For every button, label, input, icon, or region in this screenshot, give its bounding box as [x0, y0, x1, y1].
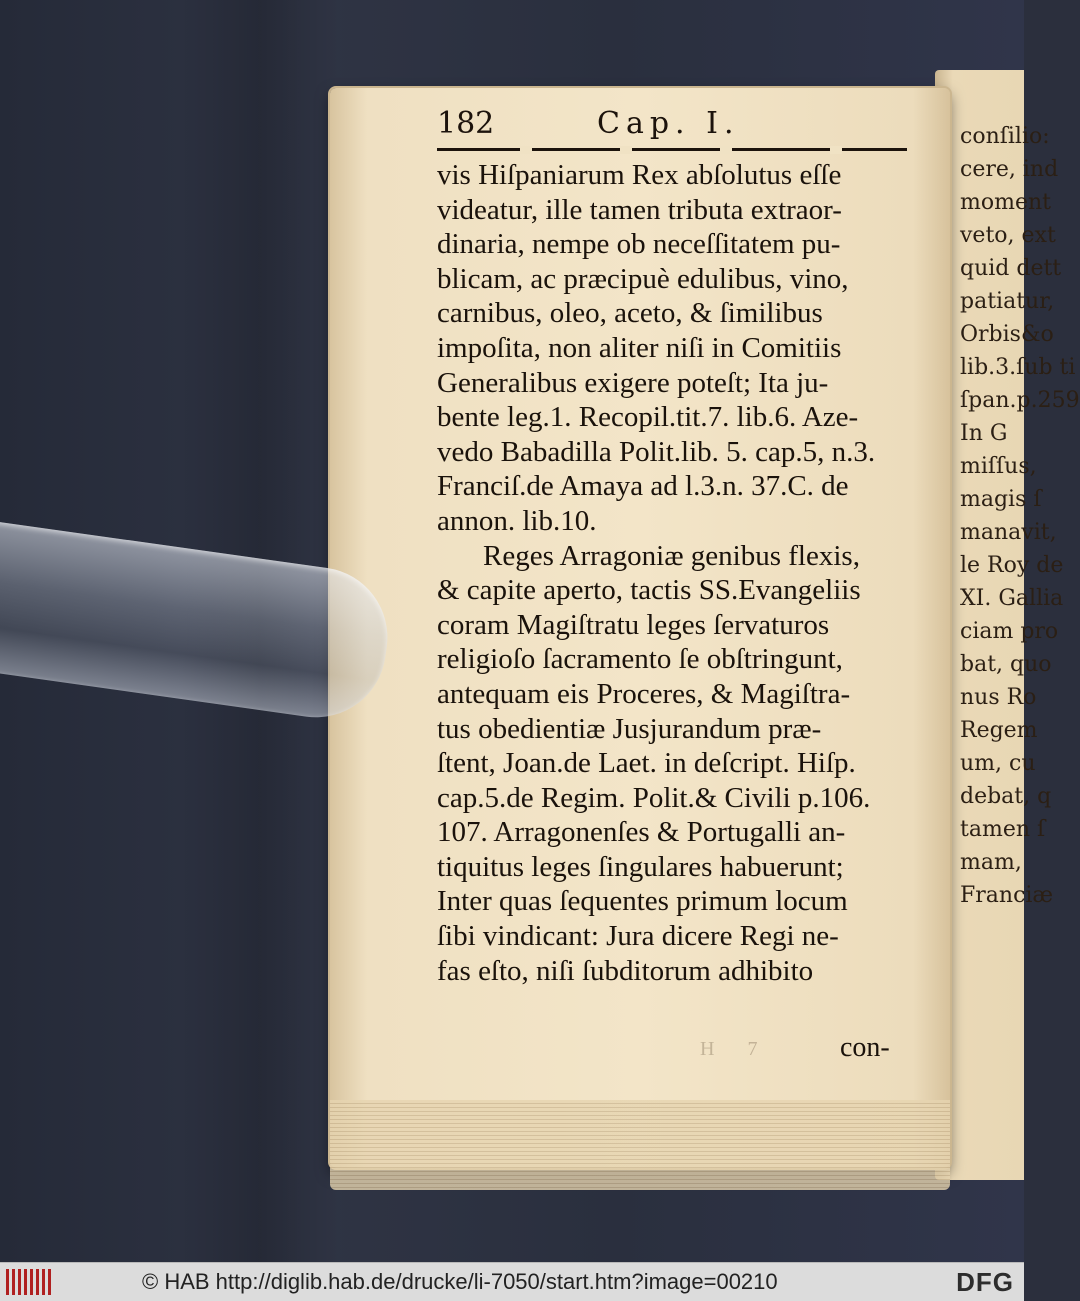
- rule-gap: [720, 146, 732, 154]
- facing-text-line: veto, ext: [960, 223, 1056, 248]
- facing-text-line: nus Ro: [960, 685, 1037, 710]
- text-line: Franciſ.de Amaya ad l.3.n. 37.C. de: [437, 470, 849, 503]
- copyright-link[interactable]: © HAB http://diglib.hab.de/drucke/li-7050/start.htm?image=00210: [142, 1269, 778, 1294]
- facing-text-line: Franciæ: [960, 883, 1054, 908]
- facing-text-line: le Roy de: [960, 553, 1064, 578]
- facing-text-line: In G: [960, 421, 1008, 446]
- text-line: tiquitus leges ſingulares habuerunt;: [437, 850, 844, 883]
- facing-text-line: debat, q: [960, 784, 1052, 809]
- facing-text-line: Regem: [960, 718, 1038, 743]
- facing-text-line: moment: [960, 190, 1051, 215]
- rule-gap: [620, 146, 632, 154]
- text-line: fas eſto, niſi ſubditorum adhibito: [437, 954, 814, 987]
- text-line: Inter quas ſequentes primum locum: [437, 885, 848, 918]
- text-line: cap.5.de Regim. Polit.& Civili p.106.: [437, 781, 871, 814]
- text-line: Reges Arragoniæ genibus flexis,: [483, 539, 860, 572]
- text-line: & capite aperto, tactis SS.Evangeliis: [437, 574, 861, 607]
- hab-logo-icon: [6, 1269, 50, 1295]
- facing-text-line: ſpan.p.259: [960, 388, 1080, 413]
- chapter-heading: Cap. I.: [597, 106, 740, 141]
- page-edge: [330, 1100, 950, 1190]
- text-line: ſibi vindicant: Jura dicere Regi ne-: [437, 920, 839, 953]
- facing-text-line: cere, ind: [960, 157, 1059, 182]
- facing-text-line: Orbis&o: [960, 322, 1054, 347]
- text-line: bente leg.1. Recopil.tit.7. lib.6. Aze-: [437, 401, 859, 434]
- dfg-logo: DFG: [956, 1267, 1014, 1297]
- facing-text-line: lib.3.ſub ti: [960, 355, 1076, 380]
- facing-text-line: manavit,: [960, 520, 1057, 545]
- text-line: dinaria, nempe ob neceſſitatem pu-: [437, 228, 841, 261]
- page-number: 182: [437, 106, 495, 141]
- text-line: ſtent, Joan.de Laet. in deſcript. Hiſp.: [437, 747, 856, 780]
- page-body-text: [437, 158, 917, 988]
- facing-text-line: um, cu: [960, 751, 1036, 776]
- facing-text-line: magis ſ: [960, 487, 1042, 512]
- rule-gap: [830, 146, 842, 154]
- text-line: religioſo ſacramento ſe obſtringunt,: [437, 643, 843, 676]
- text-line: vis Hiſpaniarum Rex abſolutus eſſe: [437, 159, 842, 191]
- catchword: con-: [840, 1032, 890, 1063]
- text-line: Generalibus exigere poteſt; Ita ju-: [437, 366, 829, 399]
- facing-text-line: tamen ſ: [960, 817, 1046, 842]
- facing-text-line: XI. Gallia: [960, 586, 1064, 611]
- signature-mark: H 7: [700, 1038, 772, 1060]
- facing-text-line: quid dett: [960, 256, 1062, 281]
- text-line: annon. lib.10.: [437, 504, 597, 537]
- facing-text-line: conſilio:: [960, 124, 1050, 149]
- text-line: antequam eis Proceres, & Magiſtra-: [437, 677, 851, 710]
- facing-text-line: miſſus,: [960, 454, 1037, 479]
- text-line: coram Magiſtratu leges ſervaturos: [437, 608, 830, 641]
- text-line: impoſita, non aliter niſi in Comitiis: [437, 331, 842, 364]
- facing-page-text: [960, 120, 1080, 912]
- text-line: blicam, ac præcipuè edulibus, vino,: [437, 262, 849, 295]
- text-line: carnibus, oleo, aceto, & ſimilibus: [437, 297, 823, 330]
- text-line: tus obedientiæ Jusjurandum præ-: [437, 712, 822, 745]
- facing-text-line: mam,: [960, 850, 1022, 875]
- running-head: [437, 102, 917, 146]
- facing-text-line: bat, quo: [960, 652, 1052, 677]
- text-line: videatur, ille tamen tributa extraor-: [437, 193, 842, 226]
- facing-text-line: ciam pro: [960, 619, 1059, 644]
- text-line: vedo Babadilla Polit.lib. 5. cap.5, n.3.: [437, 435, 876, 468]
- viewer-footer: [0, 1262, 1024, 1301]
- rule-gap: [520, 146, 532, 154]
- facing-text-line: patiatur,: [960, 289, 1055, 314]
- text-line: 107. Arragonenſes & Portugalli an-: [437, 816, 846, 849]
